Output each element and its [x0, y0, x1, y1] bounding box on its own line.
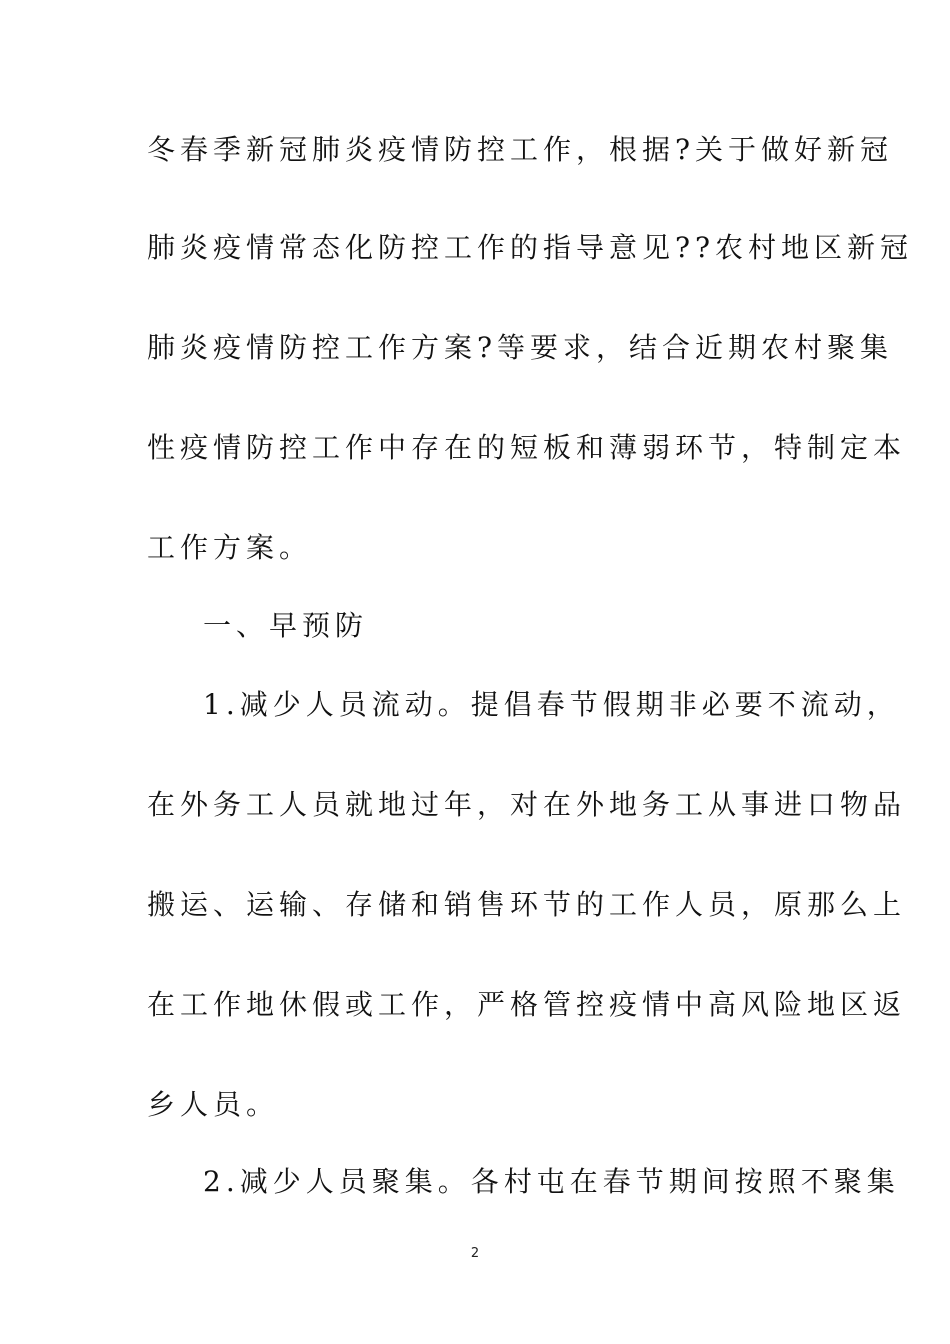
page-number: 2: [470, 1246, 480, 1261]
text-line: 1.减少人员流动。提倡春节假期非必要不流动，: [203, 688, 900, 721]
text-line: 冬春季新冠肺炎疫情防控工作，根据?关于做好新冠: [147, 133, 894, 166]
text-line: 在外务工人员就地过年，对在外地务工从事进口物品: [147, 788, 907, 821]
text-line: 肺炎疫情防控工作方案?等要求，结合近期农村聚集: [147, 331, 894, 364]
text-line: 搬运、运输、存储和销售环节的工作人员，原那么上: [147, 888, 907, 921]
text-line: 肺炎疫情常态化防控工作的指导意见??农村地区新冠: [147, 231, 914, 264]
text-line: 性疫情防控工作中存在的短板和薄弱环节，特制定本: [147, 431, 907, 464]
section-heading: 一、早预防: [203, 609, 369, 642]
text-line: 工作方案。: [147, 531, 313, 564]
text-line: 乡人员。: [147, 1088, 280, 1121]
text-line: 2.减少人员聚集。各村屯在春节期间按照不聚集: [203, 1165, 900, 1198]
text-line: 在工作地休假或工作，严格管控疫情中高风险地区返: [147, 988, 907, 1021]
